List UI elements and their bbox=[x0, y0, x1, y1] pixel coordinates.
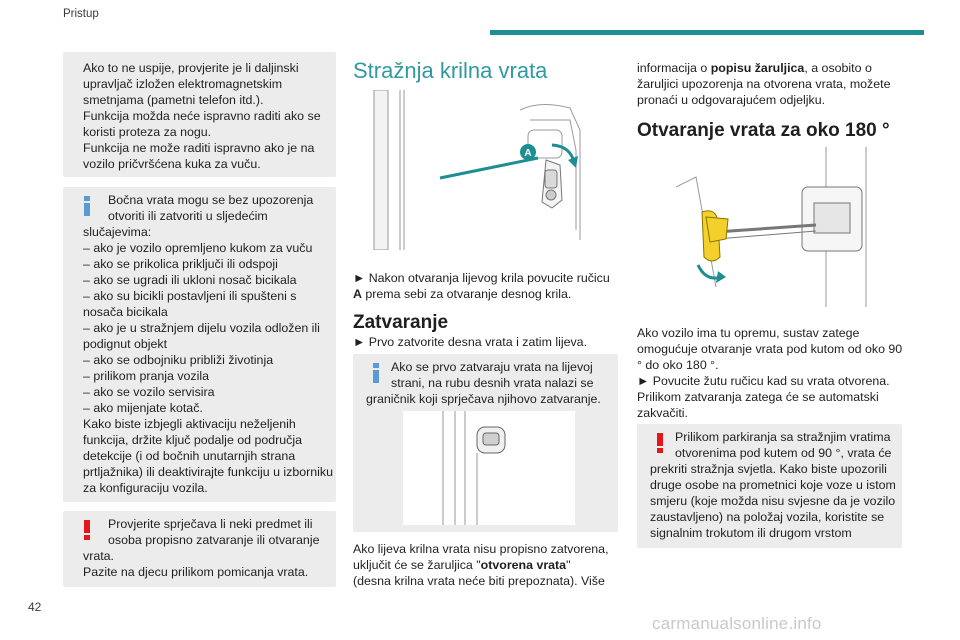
paragraph-line: pronaći u odgovarajućem odjeljku. bbox=[637, 93, 826, 107]
info-line: strani, na rubu desnih vrata nalazi se bbox=[391, 376, 594, 390]
info-box-side-doors bbox=[63, 187, 336, 502]
figure-rear-door-handle bbox=[370, 90, 596, 250]
paragraph-line: Prilikom zatvaranja zatega će se automatski bbox=[637, 390, 879, 404]
info-line: – ako je vozilo opremljeno kukom za vuču bbox=[83, 241, 313, 255]
section-heading-closing: Zatvaranje bbox=[353, 312, 449, 333]
warning-line: zaustavljeno) na položaj vozila, koristite se bbox=[650, 510, 885, 524]
info-line: otvoriti ili zatvoriti u sljedećim bbox=[108, 209, 268, 223]
note-line: koristi proteza za nogu. bbox=[83, 125, 212, 139]
paragraph-line: Ako lijeva krilna vrata nisu propisno zatvorena, bbox=[353, 542, 609, 556]
warning-line: prekriti stražnja svjetla. Kako biste upozorili bbox=[650, 462, 887, 476]
paragraph-door-strap bbox=[637, 325, 902, 421]
step-text: prema sebi za otvaranje desnog krila. bbox=[361, 287, 572, 301]
leader-line bbox=[440, 158, 538, 178]
info-line: detekcije (i od bočnih unutarnjih strana bbox=[83, 449, 296, 463]
warning-line: vrata. bbox=[83, 549, 114, 563]
paragraph-line: Ako vozilo ima tu opremu, sustav zatege bbox=[637, 326, 860, 340]
section-name: Pristup bbox=[63, 8, 99, 20]
info-line: nosača bicikala bbox=[83, 305, 168, 319]
paragraph-line: žaruljici upozorenja na otvorena vrata, možete bbox=[637, 77, 891, 91]
info-line: – prilikom pranja vozila bbox=[83, 369, 210, 383]
door-stop-illustration bbox=[403, 411, 575, 525]
info-line: Bočna vrata mogu se bez upozorenja bbox=[108, 193, 314, 207]
paragraph-line: informacija o bbox=[637, 61, 711, 75]
info-line: – ako se prikolica priključi ili odspoji bbox=[83, 257, 278, 271]
page-number: 42 bbox=[28, 600, 42, 614]
header-accent-bar bbox=[490, 30, 924, 35]
lamp-list-link[interactable]: popisu žaruljica bbox=[710, 61, 805, 75]
watermark: carmanualsonline.info bbox=[652, 614, 822, 633]
paragraph-left-door-warning bbox=[353, 541, 609, 589]
info-line: – ako je u stražnjem dijelu vozila odložen ili bbox=[83, 321, 320, 335]
info-line: – ako mijenjate kotač. bbox=[83, 401, 203, 415]
info-line: – ako se odbojniku približi životinja bbox=[83, 353, 274, 367]
warning-line: otvorenima pod kutem od 90 °, vrata će bbox=[675, 446, 892, 460]
warning-line: Prilikom parkiranja sa stražnjim vratima bbox=[675, 430, 891, 444]
paragraph-line: (desna krilna vrata neće biti prepoznata). Više bbox=[353, 574, 605, 588]
note-line: Ako to ne uspije, provjerite je li daljinski bbox=[83, 61, 299, 75]
warning-line: smjeru (koje možda nisu svjesne da je vozilo bbox=[650, 494, 896, 508]
info-line: – ako se vozilo servisira bbox=[83, 385, 215, 399]
section-heading-180-opening: Otvaranje vrata za oko 180 ° bbox=[637, 120, 890, 141]
step-close-doors: ► Prvo zatvorite desna vrata i zatim lijeva. bbox=[353, 335, 588, 349]
info-line: prtljažnika) ili deaktivirajte funkciju u izborniku bbox=[83, 465, 333, 479]
callout-a-label: A bbox=[524, 148, 532, 159]
paragraph-line: , a osobito o bbox=[804, 61, 872, 75]
info-line: Ako se prvo zatvaraju vrata na lijevoj bbox=[391, 360, 593, 374]
warning-line: Pazite na djecu prilikom pomicanja vrata. bbox=[83, 565, 309, 579]
info-line: funkcija, držite ključ podalje od područja bbox=[83, 433, 303, 447]
figure-door-stop bbox=[403, 411, 575, 525]
paragraph-line: zakvačiti. bbox=[637, 406, 688, 420]
figure-door-strap bbox=[676, 147, 886, 307]
warning-line: osoba propisno zatvaranje ili otvaranje bbox=[108, 533, 320, 547]
warning-box-obstacles bbox=[63, 511, 336, 587]
paragraph-line: " bbox=[566, 558, 571, 572]
step-open-right-door bbox=[353, 270, 610, 302]
warning-line: Provjerite sprječava li neki predmet ili bbox=[108, 517, 313, 531]
paragraph-lamp-reference bbox=[637, 60, 890, 108]
note-box-remote bbox=[63, 52, 336, 177]
paragraph-line: ° do oko 180 °. bbox=[637, 358, 719, 372]
note-line: Funkcija ne može raditi ispravno ako je na bbox=[83, 141, 315, 155]
info-line: slučajevima: bbox=[83, 225, 152, 239]
warning-box-parking bbox=[637, 424, 902, 548]
info-line: za konfiguraciju vozila. bbox=[83, 481, 208, 495]
paragraph-line: omogućuje otvaranje vrata pod kutom od oko 90 bbox=[637, 342, 903, 356]
info-line: podignut objekt bbox=[83, 337, 168, 351]
warning-line: druge osobe na prometnici koje voze u istom bbox=[650, 478, 896, 492]
note-line: Funkcija možda neće ispravno raditi ako se bbox=[83, 109, 321, 123]
step-text: ► Nakon otvaranja lijevog krila povucite ručicu bbox=[353, 271, 610, 285]
note-line: smetnjama (pametni telefon itd.). bbox=[83, 93, 264, 107]
info-box-closing-order bbox=[353, 354, 618, 532]
info-line: graničnik koji sprječava njihovo zatvaranje. bbox=[366, 392, 601, 406]
section-heading-rear-doors: Stražnja krilna vrata bbox=[353, 58, 548, 83]
paragraph-line: uključit će se žaruljica " bbox=[353, 558, 481, 572]
note-line: upravljač izložen elektromagnetskim bbox=[83, 77, 283, 91]
info-line: Kako biste izbjegli aktivaciju neželjenih bbox=[83, 417, 296, 431]
info-line: – ako su bicikli postavljeni ili spušteni s bbox=[83, 289, 297, 303]
door-strap-illustration bbox=[676, 147, 886, 307]
paragraph-line: ► Povucite žutu ručicu kad su vrata otvorena. bbox=[637, 374, 890, 388]
info-line: – ako se ugradi ili ukloni nosač bicikala bbox=[83, 273, 297, 287]
step-handle-label: A bbox=[353, 287, 362, 301]
door-handle-illustration bbox=[370, 90, 596, 250]
note-line: vozilo pričvršćena kuka za vuču. bbox=[83, 157, 261, 171]
warning-lamp-name: otvorena vrata bbox=[480, 558, 567, 572]
warning-line: signalnim trokutom ili drugom vrstom bbox=[650, 526, 852, 540]
